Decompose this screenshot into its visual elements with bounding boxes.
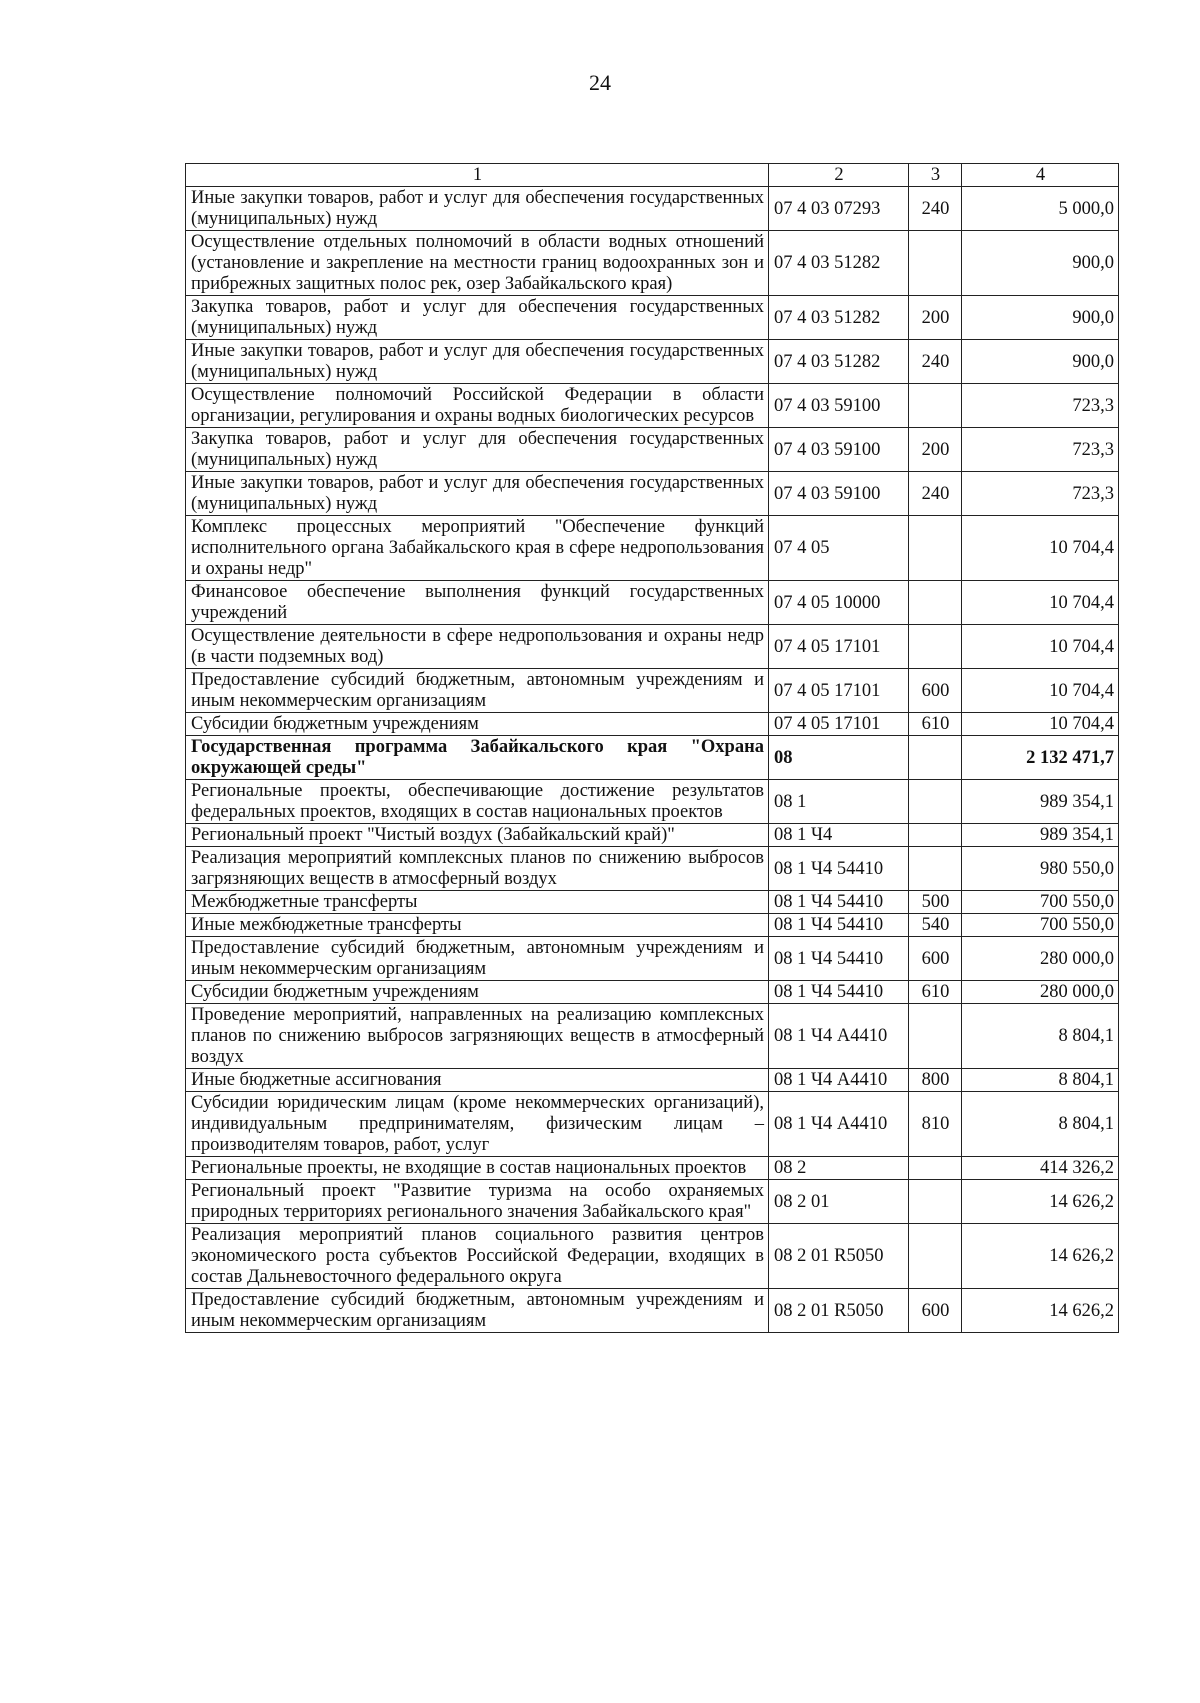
row-code-cell: 07 4 03 59100 (769, 384, 909, 428)
row-type-cell (909, 736, 962, 780)
row-amount-cell: 723,3 (962, 428, 1119, 472)
row-amount-cell: 723,3 (962, 472, 1119, 516)
row-amount-cell: 8 804,1 (962, 1069, 1119, 1092)
row-name-cell: Межбюджетные трансферты (186, 891, 769, 914)
row-type-cell (909, 1224, 962, 1289)
row-amount-cell: 900,0 (962, 231, 1119, 296)
row-type-cell (909, 1004, 962, 1069)
row-code-cell: 08 2 01 R5050 (769, 1224, 909, 1289)
row-code-cell: 07 4 03 51282 (769, 296, 909, 340)
row-amount-cell: 989 354,1 (962, 824, 1119, 847)
row-code-cell: 07 4 05 10000 (769, 581, 909, 625)
table-row (186, 516, 1119, 581)
row-amount-cell: 900,0 (962, 340, 1119, 384)
row-code-cell: 08 1 Ч4 А4410 (769, 1004, 909, 1069)
row-name-cell: Иные закупки товаров, работ и услуг для обеспечения государственных (муниципальных) нужд (186, 340, 769, 384)
row-name-cell: Осуществление деятельности в сфере недропользования и охраны недр (в части подземных вод) (186, 625, 769, 669)
row-code-cell: 08 (769, 736, 909, 780)
table-row (186, 713, 1119, 736)
row-name-cell: Региональный проект "Развитие туризма на особо охраняемых природных территориях регионального значения Забайкальского края" (186, 1180, 769, 1224)
row-amount-cell: 10 704,4 (962, 581, 1119, 625)
table-row (186, 231, 1119, 296)
row-type-cell (909, 625, 962, 669)
row-name-cell: Закупка товаров, работ и услуг для обеспечения государственных (муниципальных) нужд (186, 296, 769, 340)
row-amount-cell: 10 704,4 (962, 516, 1119, 581)
row-code-cell: 07 4 03 07293 (769, 187, 909, 231)
row-type-cell (909, 581, 962, 625)
table-row (186, 581, 1119, 625)
row-type-cell: 540 (909, 914, 962, 937)
row-name-cell: Предоставление субсидий бюджетным, автономным учреждениям и иным некоммерческим организациям (186, 1289, 769, 1333)
row-amount-cell: 5 000,0 (962, 187, 1119, 231)
row-code-cell: 08 1 Ч4 А4410 (769, 1069, 909, 1092)
row-amount-cell: 8 804,1 (962, 1092, 1119, 1157)
row-name-cell: Иные бюджетные ассигнования (186, 1069, 769, 1092)
row-code-cell: 07 4 03 59100 (769, 428, 909, 472)
row-code-cell: 07 4 03 59100 (769, 472, 909, 516)
row-code-cell: 07 4 03 51282 (769, 340, 909, 384)
table-row (186, 937, 1119, 981)
row-code-cell: 08 1 (769, 780, 909, 824)
row-amount-cell: 980 550,0 (962, 847, 1119, 891)
row-name-cell: Финансовое обеспечение выполнения функций государственных учреждений (186, 581, 769, 625)
row-amount-cell: 700 550,0 (962, 914, 1119, 937)
row-amount-cell: 10 704,4 (962, 625, 1119, 669)
row-name-cell: Региональные проекты, обеспечивающие достижение результатов федеральных проектов, входящих в состав национальных проектов (186, 780, 769, 824)
row-amount-cell: 14 626,2 (962, 1180, 1119, 1224)
row-name-cell: Региональный проект "Чистый воздух (Забайкальский край)" (186, 824, 769, 847)
row-name-cell: Иные закупки товаров, работ и услуг для обеспечения государственных (муниципальных) нужд (186, 472, 769, 516)
table-row (186, 625, 1119, 669)
row-amount-cell: 14 626,2 (962, 1224, 1119, 1289)
row-type-cell (909, 1180, 962, 1224)
table-row (186, 1092, 1119, 1157)
row-amount-cell: 10 704,4 (962, 669, 1119, 713)
row-amount-cell: 414 326,2 (962, 1157, 1119, 1180)
row-name-cell: Иные межбюджетные трансферты (186, 914, 769, 937)
row-code-cell: 08 1 Ч4 54410 (769, 937, 909, 981)
row-code-cell: 08 1 Ч4 54410 (769, 914, 909, 937)
row-amount-cell: 723,3 (962, 384, 1119, 428)
row-amount-cell: 900,0 (962, 296, 1119, 340)
row-amount-cell: 8 804,1 (962, 1004, 1119, 1069)
row-type-cell: 610 (909, 713, 962, 736)
row-code-cell: 07 4 05 17101 (769, 713, 909, 736)
row-type-cell: 600 (909, 937, 962, 981)
table-row (186, 340, 1119, 384)
row-name-cell: Субсидии юридическим лицам (кроме некоммерческих организаций), индивидуальным предпринимателям, физическим лицам – производителям товаров, работ, услуг (186, 1092, 769, 1157)
row-code-cell: 08 1 Ч4 54410 (769, 981, 909, 1004)
row-type-cell (909, 824, 962, 847)
row-name-cell: Реализация мероприятий планов социального развития центров экономического роста субъектов Российской Федерации, входящих в состав Дальневосточного федерального округа (186, 1224, 769, 1289)
row-type-cell: 240 (909, 472, 962, 516)
table-row (186, 847, 1119, 891)
budget-table-body (186, 164, 1119, 1333)
table-row (186, 472, 1119, 516)
row-amount-cell: 280 000,0 (962, 981, 1119, 1004)
row-code-cell: 08 1 Ч4 54410 (769, 891, 909, 914)
row-type-cell: 610 (909, 981, 962, 1004)
row-name-cell: Закупка товаров, работ и услуг для обеспечения государственных (муниципальных) нужд (186, 428, 769, 472)
row-name-cell: Государственная программа Забайкальского края "Охрана окружающей среды" (186, 736, 769, 780)
table-row (186, 824, 1119, 847)
table-row (186, 187, 1119, 231)
row-name-cell: Региональные проекты, не входящие в состав национальных проектов (186, 1157, 769, 1180)
table-row (186, 736, 1119, 780)
table-row (186, 1004, 1119, 1069)
row-code-cell: 08 2 (769, 1157, 909, 1180)
row-type-cell: 810 (909, 1092, 962, 1157)
row-amount-cell: 2 132 471,7 (962, 736, 1119, 780)
row-name-cell: Реализация мероприятий комплексных планов по снижению выбросов загрязняющих веществ в атмосферный воздух (186, 847, 769, 891)
row-type-cell (909, 1157, 962, 1180)
row-name-cell: Субсидии бюджетным учреждениям (186, 713, 769, 736)
table-row (186, 1157, 1119, 1180)
table-row (186, 914, 1119, 937)
page-number: 24 (589, 70, 611, 95)
table-row (186, 891, 1119, 914)
row-type-cell: 800 (909, 1069, 962, 1092)
table-row (186, 384, 1119, 428)
row-type-cell: 600 (909, 1289, 962, 1333)
table-row (186, 981, 1119, 1004)
row-type-cell: 200 (909, 296, 962, 340)
row-type-cell (909, 847, 962, 891)
row-type-cell: 600 (909, 669, 962, 713)
row-amount-cell: 10 704,4 (962, 713, 1119, 736)
row-type-cell (909, 231, 962, 296)
row-type-cell: 500 (909, 891, 962, 914)
table-row (186, 669, 1119, 713)
row-name-cell: Предоставление субсидий бюджетным, автономным учреждениям и иным некоммерческим организациям (186, 669, 769, 713)
row-code-cell: 08 1 Ч4 А4410 (769, 1092, 909, 1157)
row-code-cell: 07 4 03 51282 (769, 231, 909, 296)
table-row (186, 1069, 1119, 1092)
row-amount-cell: 989 354,1 (962, 780, 1119, 824)
row-type-cell: 240 (909, 187, 962, 231)
table-row (186, 1224, 1119, 1289)
table-row (186, 1180, 1119, 1224)
row-name-cell: Субсидии бюджетным учреждениям (186, 981, 769, 1004)
row-code-cell: 07 4 05 (769, 516, 909, 581)
row-name-cell: Проведение мероприятий, направленных на реализацию комплексных планов по снижению выбросов загрязняющих веществ в атмосферный воздух (186, 1004, 769, 1069)
row-code-cell: 08 2 01 (769, 1180, 909, 1224)
row-type-cell (909, 384, 962, 428)
table-row (186, 780, 1119, 824)
column-header-4: 4 (962, 164, 1119, 187)
column-header-2: 2 (769, 164, 909, 187)
row-name-cell: Предоставление субсидий бюджетным, автономным учреждениям и иным некоммерческим организациям (186, 937, 769, 981)
row-name-cell: Осуществление полномочий Российской Федерации в области организации, регулирования и охраны водных биологических ресурсов (186, 384, 769, 428)
row-name-cell: Осуществление отдельных полномочий в области водных отношений (установление и закрепление на местности границ водоохранных зон и прибрежных защитных полос рек, озер Забайкальского края) (186, 231, 769, 296)
row-amount-cell: 14 626,2 (962, 1289, 1119, 1333)
row-amount-cell: 700 550,0 (962, 891, 1119, 914)
row-code-cell: 07 4 05 17101 (769, 625, 909, 669)
row-code-cell: 08 1 Ч4 (769, 824, 909, 847)
table-row (186, 1289, 1119, 1333)
table-row (186, 428, 1119, 472)
row-amount-cell: 280 000,0 (962, 937, 1119, 981)
budget-table (185, 163, 1119, 1333)
column-header-3: 3 (909, 164, 962, 187)
table-header-row (186, 164, 1119, 187)
column-header-1: 1 (186, 164, 769, 187)
row-code-cell: 08 2 01 R5050 (769, 1289, 909, 1333)
row-type-cell (909, 516, 962, 581)
table-row (186, 296, 1119, 340)
row-type-cell: 200 (909, 428, 962, 472)
row-name-cell: Иные закупки товаров, работ и услуг для обеспечения государственных (муниципальных) нужд (186, 187, 769, 231)
row-type-cell (909, 780, 962, 824)
row-code-cell: 08 1 Ч4 54410 (769, 847, 909, 891)
row-type-cell: 240 (909, 340, 962, 384)
row-name-cell: Комплекс процессных мероприятий "Обеспечение функций исполнительного органа Забайкальского края в сфере недропользования и охраны недр" (186, 516, 769, 581)
row-code-cell: 07 4 05 17101 (769, 669, 909, 713)
